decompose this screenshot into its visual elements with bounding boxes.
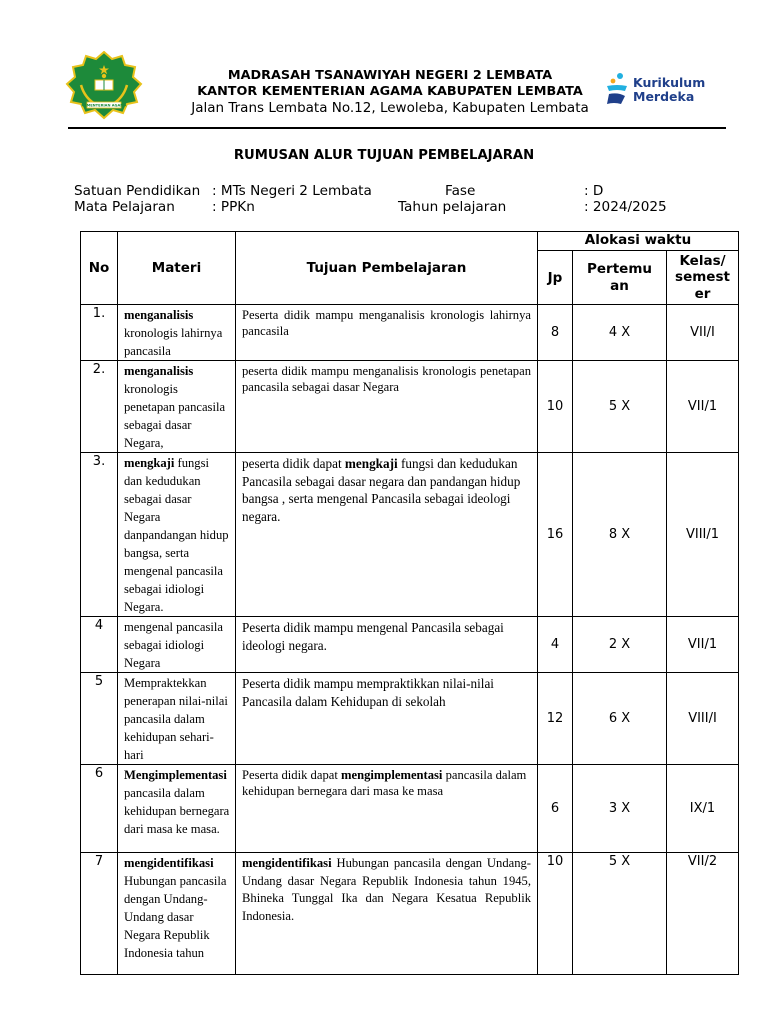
tahun-label: Tahun pelajaran bbox=[398, 199, 507, 215]
tujuan-text-rest: Hubungan pancasila dengan Undang-Undang dasar Negara Republik Indonesia tahun 1945, Bhineka Tunggal Ika dan Negara Kesatua Republik Indonesia. bbox=[242, 856, 531, 923]
materi-keyword: menganalisis bbox=[124, 364, 194, 378]
table-row bbox=[81, 361, 739, 453]
fase-value: : D bbox=[584, 183, 604, 199]
km-line2: Merdeka bbox=[633, 89, 695, 104]
row-jp: 4 bbox=[538, 617, 573, 673]
satuan-label: Satuan Pendidikan bbox=[74, 183, 201, 199]
row-kelas: VII/1 bbox=[667, 617, 739, 673]
header-alokasi: Alokasi waktu bbox=[538, 232, 739, 251]
kemenag-logo bbox=[63, 51, 145, 123]
row-tujuan bbox=[236, 673, 538, 765]
fase-label: Fase bbox=[445, 183, 476, 199]
row-tujuan bbox=[236, 765, 538, 853]
header-kelas-line3: er bbox=[694, 285, 711, 302]
school-name: MADRASAH TSANAWIYAH NEGERI 2 LEMBATA bbox=[227, 68, 553, 83]
row-jp: 6 bbox=[538, 765, 573, 853]
header-pertemuan-line1: Pertemu bbox=[587, 260, 652, 277]
row-kelas: VIII/I bbox=[667, 673, 739, 765]
materi-text: pancasila dalam kehidupan bernegara dari masa ke masa. bbox=[124, 786, 230, 836]
materi-text: kronologis lahirnya pancasila bbox=[124, 326, 223, 358]
row-jp: 16 bbox=[538, 453, 573, 617]
tahun-value: : 2024/2025 bbox=[584, 199, 667, 215]
row-kelas: IX/1 bbox=[667, 765, 739, 853]
row-no: 2. bbox=[81, 361, 118, 453]
row-tujuan bbox=[236, 617, 538, 673]
header-no: No bbox=[81, 232, 118, 305]
table-row bbox=[81, 673, 739, 765]
materi-text: mengenal pancasila sebagai idiologi Negara bbox=[124, 620, 223, 670]
tujuan-text: Peserta didik mampu mempraktikkan nilai-nilai Pancasila dalam Kehidupan di sekolah bbox=[242, 676, 494, 709]
header-pertemuan-line2: an bbox=[610, 277, 629, 294]
header-jp: Jp bbox=[538, 251, 573, 305]
office-name: KANTOR KEMENTERIAN AGAMA KABUPATEN LEMBATA bbox=[197, 84, 583, 99]
atp-table bbox=[80, 231, 739, 975]
satuan-value: : MTs Negeri 2 Lembata bbox=[212, 183, 372, 199]
header-kelas-line1: Kelas/ bbox=[679, 252, 726, 269]
tujuan-keyword: mengidentifikasi bbox=[242, 856, 332, 870]
tujuan-text: peserta didik mampu menganalisis kronologis penetapan pancasila sebagai dasar Negara bbox=[242, 364, 531, 394]
row-kelas: VII/1 bbox=[667, 361, 739, 453]
header-pertemuan bbox=[573, 251, 667, 305]
row-pertemuan: 4 X bbox=[573, 305, 667, 361]
header-kelas-line2: semest bbox=[675, 269, 730, 286]
row-materi bbox=[118, 305, 236, 361]
row-materi bbox=[118, 765, 236, 853]
tujuan-text: Peserta didik dapat bbox=[242, 768, 341, 782]
materi-text: fungsi dan kedudukan sebagai dasar Negara danpandangan hidup bangsa, serta mengenal pancasila sebagai idiologi Negara. bbox=[124, 456, 229, 614]
row-materi bbox=[118, 453, 236, 617]
row-materi bbox=[118, 853, 236, 975]
tujuan-keyword: mengimplementasi bbox=[340, 768, 443, 782]
table-row bbox=[81, 305, 739, 361]
table-row bbox=[81, 617, 739, 673]
materi-keyword: Mengimplementasi bbox=[124, 768, 227, 782]
materi-keyword: mengkaji bbox=[124, 456, 175, 470]
row-no: 1. bbox=[81, 305, 118, 361]
header-divider bbox=[68, 127, 726, 129]
row-kelas: VIII/1 bbox=[667, 453, 739, 617]
tujuan-text: peserta didik dapat bbox=[242, 456, 345, 471]
tujuan-text-rest: pancasila dalam kehidupan bernegara dari masa ke masa bbox=[242, 768, 527, 798]
km-line1: Kurikulum bbox=[633, 75, 706, 90]
row-no: 7 bbox=[81, 853, 118, 975]
row-no: 5 bbox=[81, 673, 118, 765]
materi-text: kronologis penetapan pancasila sebagai dasar Negara, bbox=[124, 382, 226, 450]
row-pertemuan: 5 X bbox=[573, 853, 667, 975]
tujuan-text: Peserta didik mampu menganalisis kronologis lahirnya pancasila bbox=[242, 308, 531, 338]
mapel-label: Mata Pelajaran bbox=[74, 199, 175, 215]
row-jp: 8 bbox=[538, 305, 573, 361]
row-jp: 12 bbox=[538, 673, 573, 765]
row-materi bbox=[118, 673, 236, 765]
row-pertemuan: 3 X bbox=[573, 765, 667, 853]
tujuan-text-rest: fungsi dan kedudukan Pancasila sebagai dasar negara dan pandangan hidup bangsa , serta mengenal Pancasila sebagai ideologi negara. bbox=[242, 456, 521, 524]
page-title: RUMUSAN ALUR TUJUAN PEMBELAJARAN bbox=[233, 148, 535, 163]
row-tujuan bbox=[236, 305, 538, 361]
row-materi bbox=[118, 361, 236, 453]
row-no: 3. bbox=[81, 453, 118, 617]
tujuan-text: Peserta didik mampu mengenal Pancasila sebagai ideologi negara. bbox=[242, 620, 504, 653]
tujuan-keyword: mengkaji bbox=[344, 456, 398, 471]
row-kelas: VII/2 bbox=[667, 853, 739, 975]
mapel-value: : PPKn bbox=[212, 199, 255, 215]
row-tujuan bbox=[236, 453, 538, 617]
materi-text: Hubungan pancasila dengan Undang-Undang dasar Negara Republik Indonesia tahun bbox=[124, 874, 227, 960]
table-row bbox=[81, 765, 739, 853]
header-materi: Materi bbox=[118, 232, 236, 305]
row-no: 6 bbox=[81, 765, 118, 853]
address: Jalan Trans Lembata No.12, Lewoleba, Kabupaten Lembata bbox=[191, 100, 589, 116]
materi-text: Mempraktekkan penerapan nilai-nilai pancasila dalam kehidupan sehari-hari bbox=[124, 676, 228, 762]
row-pertemuan: 8 X bbox=[573, 453, 667, 617]
row-tujuan bbox=[236, 853, 538, 975]
materi-keyword: mengidentifikasi bbox=[124, 856, 214, 870]
materi-keyword: menganalisis bbox=[124, 308, 194, 322]
row-tujuan bbox=[236, 361, 538, 453]
row-pertemuan: 2 X bbox=[573, 617, 667, 673]
row-no: 4 bbox=[81, 617, 118, 673]
header-kelas bbox=[667, 251, 739, 305]
row-jp: 10 bbox=[538, 853, 573, 975]
row-jp: 10 bbox=[538, 361, 573, 453]
logo-caption: KEMENTERIAN AGAMA bbox=[81, 103, 127, 108]
row-kelas: VII/I bbox=[667, 305, 739, 361]
row-pertemuan: 6 X bbox=[573, 673, 667, 765]
row-pertemuan: 5 X bbox=[573, 361, 667, 453]
row-materi bbox=[118, 617, 236, 673]
header-tujuan: Tujuan Pembelajaran bbox=[236, 232, 538, 305]
table-row bbox=[81, 853, 739, 975]
table-row bbox=[81, 453, 739, 617]
